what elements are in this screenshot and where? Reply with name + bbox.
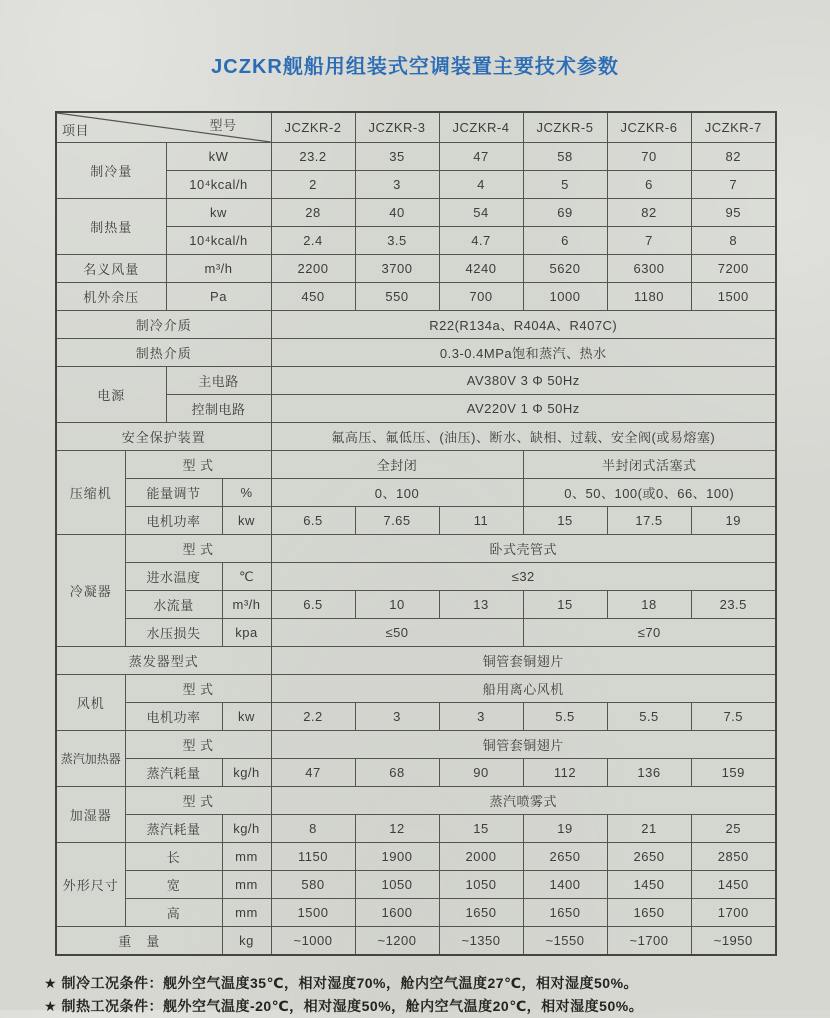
power-main-row bbox=[56, 367, 776, 395]
value-cell: 4 bbox=[439, 171, 523, 199]
label-cell: 控制电路 bbox=[166, 395, 271, 423]
value-cell: 2.2 bbox=[271, 703, 355, 731]
model-header: JCZKR-2 bbox=[271, 112, 355, 143]
spec-table bbox=[55, 111, 777, 956]
span-value-cell: 半封闭式活塞式 bbox=[523, 451, 776, 479]
label-cell: 进水温度 bbox=[125, 563, 222, 591]
evaporator-type-row bbox=[56, 647, 776, 675]
value-cell: 2200 bbox=[271, 255, 355, 283]
span-value-cell: 全封闭 bbox=[271, 451, 523, 479]
value-cell: 2650 bbox=[607, 843, 691, 871]
unit-cell: kw bbox=[222, 507, 271, 535]
group-cell: 外形尺寸 bbox=[56, 843, 125, 927]
value-cell: 5.5 bbox=[523, 703, 607, 731]
label-cell: 高 bbox=[125, 899, 222, 927]
label-cell: 制热介质 bbox=[56, 339, 271, 367]
value-cell: 47 bbox=[439, 143, 523, 171]
safety-row bbox=[56, 423, 776, 451]
value-cell: ~1950 bbox=[691, 927, 776, 956]
value-cell: 1050 bbox=[355, 871, 439, 899]
value-cell: 54 bbox=[439, 199, 523, 227]
value-cell: 82 bbox=[691, 143, 776, 171]
group-cell: 风机 bbox=[56, 675, 125, 731]
value-cell: 5.5 bbox=[607, 703, 691, 731]
label-cell: 电机功率 bbox=[125, 703, 222, 731]
span-value-cell: ≤50 bbox=[271, 619, 523, 647]
span-value-cell: 铜管套铜翅片 bbox=[271, 731, 776, 759]
value-cell: ~1200 bbox=[355, 927, 439, 956]
air-volume-row bbox=[56, 255, 776, 283]
value-cell: 23.5 bbox=[691, 591, 776, 619]
value-cell: 3.5 bbox=[355, 227, 439, 255]
cooling-medium-row bbox=[56, 311, 776, 339]
value-cell: 6 bbox=[607, 171, 691, 199]
value-cell: 70 bbox=[607, 143, 691, 171]
span-value-cell: AV380V 3 Φ 50Hz bbox=[271, 367, 776, 395]
value-cell: 112 bbox=[523, 759, 607, 787]
label-cell: 长 bbox=[125, 843, 222, 871]
value-cell: 1180 bbox=[607, 283, 691, 311]
ext-pressure-row bbox=[56, 283, 776, 311]
page-title: JCZKR舰船用组装式空调装置主要技术参数 bbox=[211, 56, 619, 78]
header-model-label: 型号 bbox=[209, 118, 237, 133]
label-cell: 蒸汽耗量 bbox=[125, 759, 222, 787]
unit-cell: 10⁴kcal/h bbox=[166, 171, 271, 199]
value-cell: 3 bbox=[439, 703, 523, 731]
group-cell: 名义风量 bbox=[56, 255, 166, 283]
unit-cell: kpa bbox=[222, 619, 271, 647]
compressor-power-row bbox=[56, 507, 776, 535]
value-cell: 1600 bbox=[355, 899, 439, 927]
label-cell: 型 式 bbox=[125, 535, 271, 563]
value-cell: 17.5 bbox=[607, 507, 691, 535]
value-cell: 6 bbox=[523, 227, 607, 255]
value-cell: 1700 bbox=[691, 899, 776, 927]
value-cell: 5620 bbox=[523, 255, 607, 283]
value-cell: 7.5 bbox=[691, 703, 776, 731]
unit-cell: % bbox=[222, 479, 271, 507]
model-header: JCZKR-7 bbox=[691, 112, 776, 143]
value-cell: 28 bbox=[271, 199, 355, 227]
unit-cell: 10⁴kcal/h bbox=[166, 227, 271, 255]
value-cell: 18 bbox=[607, 591, 691, 619]
model-header: JCZKR-6 bbox=[607, 112, 691, 143]
value-cell: 1500 bbox=[691, 283, 776, 311]
weight-row bbox=[56, 927, 776, 956]
humidifier-type-row bbox=[56, 787, 776, 815]
value-cell: ~1550 bbox=[523, 927, 607, 956]
label-cell: 安全保护装置 bbox=[56, 423, 271, 451]
value-cell: 7200 bbox=[691, 255, 776, 283]
value-cell: 58 bbox=[523, 143, 607, 171]
label-cell: 电机功率 bbox=[125, 507, 222, 535]
value-cell: 23.2 bbox=[271, 143, 355, 171]
label-cell: 蒸发器型式 bbox=[56, 647, 271, 675]
value-cell: 47 bbox=[271, 759, 355, 787]
model-header: JCZKR-4 bbox=[439, 112, 523, 143]
unit-cell: kw bbox=[166, 199, 271, 227]
value-cell: 1050 bbox=[439, 871, 523, 899]
value-cell: 1450 bbox=[607, 871, 691, 899]
value-cell: 450 bbox=[271, 283, 355, 311]
dim-length-row bbox=[56, 843, 776, 871]
model-header: JCZKR-3 bbox=[355, 112, 439, 143]
value-cell: 7 bbox=[607, 227, 691, 255]
label-cell: 水压损失 bbox=[125, 619, 222, 647]
value-cell: 15 bbox=[523, 507, 607, 535]
value-cell: 10 bbox=[355, 591, 439, 619]
model-header: JCZKR-5 bbox=[523, 112, 607, 143]
unit-cell: kw bbox=[222, 703, 271, 731]
label-cell: 型 式 bbox=[125, 451, 271, 479]
value-cell: 68 bbox=[355, 759, 439, 787]
value-cell: 1650 bbox=[607, 899, 691, 927]
condenser-flow-row bbox=[56, 591, 776, 619]
unit-cell: kg/h bbox=[222, 759, 271, 787]
value-cell: 2.4 bbox=[271, 227, 355, 255]
value-cell: 4.7 bbox=[439, 227, 523, 255]
value-cell: 6300 bbox=[607, 255, 691, 283]
value-cell: 2650 bbox=[523, 843, 607, 871]
heating-medium-row bbox=[56, 339, 776, 367]
cooling-kw-row bbox=[56, 143, 776, 171]
value-cell: 1900 bbox=[355, 843, 439, 871]
diagonal-line bbox=[57, 113, 271, 142]
group-cell: 制冷量 bbox=[56, 143, 166, 199]
value-cell: 19 bbox=[691, 507, 776, 535]
value-cell: 15 bbox=[439, 815, 523, 843]
value-cell: 3 bbox=[355, 171, 439, 199]
value-cell: 6.5 bbox=[271, 591, 355, 619]
value-cell: 95 bbox=[691, 199, 776, 227]
unit-cell: m³/h bbox=[166, 255, 271, 283]
label-cell: 型 式 bbox=[125, 787, 271, 815]
value-cell: 19 bbox=[523, 815, 607, 843]
unit-cell: mm bbox=[222, 843, 271, 871]
unit-cell: mm bbox=[222, 899, 271, 927]
group-cell: 压缩机 bbox=[56, 451, 125, 535]
value-cell: 700 bbox=[439, 283, 523, 311]
label-cell: 蒸汽耗量 bbox=[125, 815, 222, 843]
group-cell: 加湿器 bbox=[56, 787, 125, 843]
group-cell: 冷凝器 bbox=[56, 535, 125, 647]
dim-width-row bbox=[56, 871, 776, 899]
condenser-type-row bbox=[56, 535, 776, 563]
value-cell: 2000 bbox=[439, 843, 523, 871]
value-cell: 136 bbox=[607, 759, 691, 787]
value-cell: 7 bbox=[691, 171, 776, 199]
span-value-cell: ≤70 bbox=[523, 619, 776, 647]
label-cell: 重 量 bbox=[56, 927, 222, 956]
value-cell: 12 bbox=[355, 815, 439, 843]
value-cell: 11 bbox=[439, 507, 523, 535]
label-cell: 制冷介质 bbox=[56, 311, 271, 339]
unit-cell: Pa bbox=[166, 283, 271, 311]
span-value-cell: 0、100 bbox=[271, 479, 523, 507]
value-cell: 2 bbox=[271, 171, 355, 199]
value-cell: 6.5 bbox=[271, 507, 355, 535]
footnote-heating-condition: ★ 制热工况条件：舰外空气温度-20℃，相对湿度50%，舱内空气温度20℃，相对湿度50%。 bbox=[44, 998, 644, 1014]
fan-power-row bbox=[56, 703, 776, 731]
dim-height-row bbox=[56, 899, 776, 927]
value-cell: ~1350 bbox=[439, 927, 523, 956]
group-cell: 蒸汽加热器 bbox=[56, 731, 125, 787]
unit-cell: mm bbox=[222, 871, 271, 899]
span-value-cell: 0、50、100(或0、66、100) bbox=[523, 479, 776, 507]
value-cell: 3 bbox=[355, 703, 439, 731]
value-cell: 35 bbox=[355, 143, 439, 171]
header-item-label: 项目 bbox=[62, 123, 90, 138]
span-value-cell: AV220V 1 Φ 50Hz bbox=[271, 395, 776, 423]
value-cell: 550 bbox=[355, 283, 439, 311]
unit-cell: ℃ bbox=[222, 563, 271, 591]
value-cell: 1150 bbox=[271, 843, 355, 871]
value-cell: 1450 bbox=[691, 871, 776, 899]
value-cell: 15 bbox=[523, 591, 607, 619]
value-cell: 69 bbox=[523, 199, 607, 227]
footnotes bbox=[44, 972, 830, 1018]
span-value-cell: 船用离心风机 bbox=[271, 675, 776, 703]
steam-heater-type-row bbox=[56, 731, 776, 759]
span-value-cell: 卧式壳管式 bbox=[271, 535, 776, 563]
compressor-energy-row bbox=[56, 479, 776, 507]
value-cell: 4240 bbox=[439, 255, 523, 283]
value-cell: 3700 bbox=[355, 255, 439, 283]
label-cell: 型 式 bbox=[125, 731, 271, 759]
header-diagonal-cell bbox=[56, 112, 271, 143]
span-value-cell: 蒸汽喷雾式 bbox=[271, 787, 776, 815]
label-cell: 主电路 bbox=[166, 367, 271, 395]
value-cell: 21 bbox=[607, 815, 691, 843]
unit-cell: kg/h bbox=[222, 815, 271, 843]
condenser-loss-row bbox=[56, 619, 776, 647]
span-value-cell: 0.3-0.4MPa饱和蒸汽、热水 bbox=[271, 339, 776, 367]
humidifier-cons-row bbox=[56, 815, 776, 843]
value-cell: ~1000 bbox=[271, 927, 355, 956]
group-cell: 电源 bbox=[56, 367, 166, 423]
label-cell: 水流量 bbox=[125, 591, 222, 619]
value-cell: 5 bbox=[523, 171, 607, 199]
value-cell: 1650 bbox=[439, 899, 523, 927]
value-cell: 90 bbox=[439, 759, 523, 787]
label-cell: 能量调节 bbox=[125, 479, 222, 507]
value-cell: 25 bbox=[691, 815, 776, 843]
heating-kw-row bbox=[56, 199, 776, 227]
value-cell: 1650 bbox=[523, 899, 607, 927]
group-cell: 机外余压 bbox=[56, 283, 166, 311]
value-cell: 1500 bbox=[271, 899, 355, 927]
unit-cell: kg bbox=[222, 927, 271, 956]
span-value-cell: 铜管套铜翅片 bbox=[271, 647, 776, 675]
value-cell: 1000 bbox=[523, 283, 607, 311]
compressor-type-row bbox=[56, 451, 776, 479]
value-cell: 1400 bbox=[523, 871, 607, 899]
unit-cell: m³/h bbox=[222, 591, 271, 619]
value-cell: 159 bbox=[691, 759, 776, 787]
value-cell: 2850 bbox=[691, 843, 776, 871]
span-value-cell: ≤32 bbox=[271, 563, 776, 591]
fan-type-row bbox=[56, 675, 776, 703]
value-cell: 8 bbox=[691, 227, 776, 255]
condenser-temp-row bbox=[56, 563, 776, 591]
value-cell: 8 bbox=[271, 815, 355, 843]
group-cell: 制热量 bbox=[56, 199, 166, 255]
unit-cell: kW bbox=[166, 143, 271, 171]
label-cell: 型 式 bbox=[125, 675, 271, 703]
value-cell: 40 bbox=[355, 199, 439, 227]
value-cell: ~1700 bbox=[607, 927, 691, 956]
value-cell: 13 bbox=[439, 591, 523, 619]
value-cell: 580 bbox=[271, 871, 355, 899]
value-cell: 82 bbox=[607, 199, 691, 227]
steam-heater-cons-row bbox=[56, 759, 776, 787]
label-cell: 宽 bbox=[125, 871, 222, 899]
span-value-cell: 氟高压、氟低压、(油压)、断水、缺相、过载、安全阀(或易熔塞) bbox=[271, 423, 776, 451]
footnote-cooling-condition: ★ 制冷工况条件：舰外空气温度35℃，相对湿度70%，舱内空气温度27℃，相对湿度50%。 bbox=[44, 975, 639, 991]
header-row bbox=[56, 112, 776, 143]
span-value-cell: R22(R134a、R404A、R407C) bbox=[271, 311, 776, 339]
value-cell: 7.65 bbox=[355, 507, 439, 535]
